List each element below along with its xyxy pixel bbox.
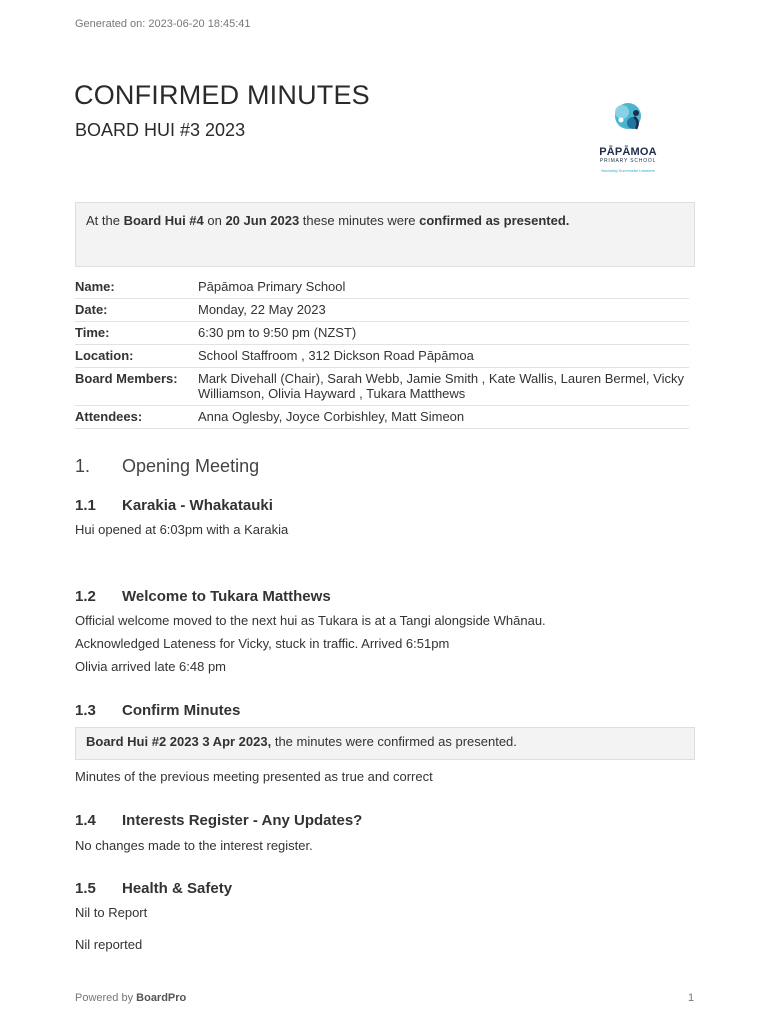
item-title: Health & Safety bbox=[122, 880, 233, 897]
section-number: 1. bbox=[75, 456, 91, 476]
detail-value: Mark Divehall (Chair), Sarah Webb, Jamie Smith , Kate Wallis, Lauren Bermel, Vicky Williamson, Olivia Hayward , Tukara Matthews bbox=[198, 368, 689, 406]
detail-value: 6:30 pm to 9:50 pm (NZST) bbox=[198, 322, 689, 345]
item-heading-1-5 bbox=[75, 880, 232, 897]
item-1-2-text-2: Acknowledged Lateness for Vicky, stuck in traffic. Arrived 6:51pm bbox=[75, 636, 450, 651]
item-title: Interests Register - Any Updates? bbox=[122, 812, 363, 829]
detail-row bbox=[75, 345, 689, 368]
item-number: 1.4 bbox=[75, 812, 96, 829]
detail-row bbox=[75, 299, 689, 322]
footer-powered-by bbox=[75, 992, 186, 1004]
item-1-5-text-2: Nil reported bbox=[75, 937, 143, 952]
confirmation-status: confirmed as presented. bbox=[419, 213, 570, 228]
detail-value: Monday, 22 May 2023 bbox=[198, 299, 689, 322]
document-subtitle: BOARD HUI #3 2023 bbox=[75, 120, 246, 140]
detail-label: Location: bbox=[75, 345, 198, 368]
item-heading-1-4 bbox=[75, 812, 362, 829]
item-1-3-text: Minutes of the previous meeting presented as true and correct bbox=[75, 769, 433, 784]
confirmation-meeting: Board Hui #4 bbox=[123, 213, 204, 228]
section-heading-opening-meeting bbox=[75, 456, 259, 477]
item-heading-1-1 bbox=[75, 497, 273, 514]
item-heading-1-2 bbox=[75, 588, 331, 605]
logo-subtitle: PRIMARY SCHOOL bbox=[599, 158, 657, 164]
footer-brand: BoardPro bbox=[136, 992, 187, 1004]
detail-label: Attendees: bbox=[75, 406, 198, 429]
item-title: Confirm Minutes bbox=[122, 702, 241, 719]
item-1-1-text: Hui opened at 6:03pm with a Karakia bbox=[75, 522, 289, 537]
page-number: 1 bbox=[688, 992, 695, 1004]
detail-label: Name: bbox=[75, 276, 198, 299]
detail-label: Date: bbox=[75, 299, 198, 322]
generated-timestamp: Generated on: 2023-06-20 18:45:41 bbox=[75, 18, 251, 30]
item-heading-1-3 bbox=[75, 702, 240, 719]
detail-label: Time: bbox=[75, 322, 198, 345]
detail-row bbox=[75, 368, 689, 406]
previous-minutes-status: the minutes were confirmed as presented. bbox=[271, 734, 517, 749]
item-number: 1.2 bbox=[75, 588, 96, 605]
confirmation-notice bbox=[75, 202, 695, 267]
item-1-4-text: No changes made to the interest register. bbox=[75, 838, 313, 853]
detail-row bbox=[75, 276, 689, 299]
logo-name: PĀPĀMOA bbox=[599, 146, 657, 158]
detail-value: Pāpāmoa Primary School bbox=[198, 276, 689, 299]
meeting-details-table bbox=[75, 276, 689, 429]
logo-motto: Nurturing Successful Learners bbox=[601, 168, 655, 173]
detail-row bbox=[75, 406, 689, 429]
detail-value: School Staffroom , 312 Dickson Road Pāpāmoa bbox=[198, 345, 689, 368]
item-title: Welcome to Tukara Matthews bbox=[122, 588, 331, 605]
school-logo-icon bbox=[588, 98, 668, 178]
confirmation-prefix: At the bbox=[86, 213, 124, 228]
previous-minutes-meeting: Board Hui #2 2023 3 Apr 2023, bbox=[86, 734, 272, 749]
item-number: 1.3 bbox=[75, 702, 96, 719]
previous-minutes-notice bbox=[75, 727, 695, 760]
item-number: 1.1 bbox=[75, 497, 96, 514]
confirmation-middle: these minutes were bbox=[299, 213, 420, 228]
detail-value: Anna Oglesby, Joyce Corbishley, Matt Simeon bbox=[198, 406, 689, 429]
document-title: CONFIRMED MINUTES bbox=[74, 80, 370, 110]
section-title: Opening Meeting bbox=[122, 456, 260, 476]
item-number: 1.5 bbox=[75, 880, 96, 897]
item-title: Karakia - Whakatauki bbox=[122, 497, 273, 514]
item-1-2-text-1: Official welcome moved to the next hui as Tukara is at a Tangi alongside Whānau. bbox=[75, 613, 546, 628]
item-1-2-text-3: Olivia arrived late 6:48 pm bbox=[75, 659, 227, 674]
confirmation-on: on bbox=[203, 213, 226, 228]
confirmation-date: 20 Jun 2023 bbox=[225, 213, 300, 228]
detail-row bbox=[75, 322, 689, 345]
item-1-5-text-1: Nil to Report bbox=[75, 905, 148, 920]
footer-powered-prefix: Powered by bbox=[75, 992, 137, 1004]
detail-label: Board Members: bbox=[75, 368, 198, 406]
